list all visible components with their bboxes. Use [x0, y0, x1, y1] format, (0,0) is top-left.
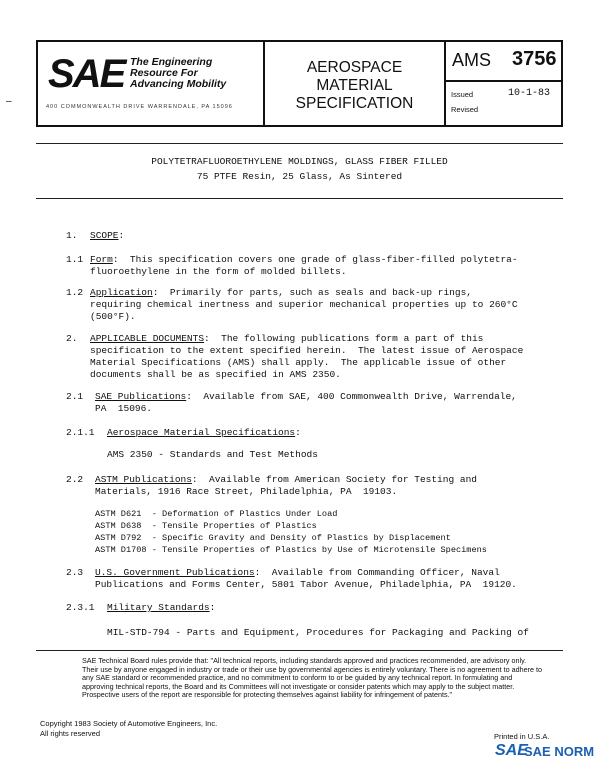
printed-in: Printed in U.S.A. [494, 732, 550, 741]
ams-id-box [446, 42, 561, 82]
section-number: 2. [66, 333, 78, 344]
footer-rule [36, 650, 563, 651]
revised-label: Revised [451, 105, 479, 114]
tagline-line: Resource For [130, 67, 198, 79]
reference-item: AMS 2350 - Standards and Test Methods [107, 449, 318, 460]
section-title: Military Standards [107, 602, 210, 613]
paragraph-text: : Available from SAE, 400 Commonwealth Drive, Warrendale, [186, 391, 517, 402]
reference-item: ASTM D638 - Tensile Properties of Plastics [95, 521, 317, 531]
colon: : [209, 602, 216, 613]
paragraph-line: fluoroethylene in the form of molded billets. [90, 266, 347, 277]
section-title: U.S. Government Publications [95, 567, 255, 578]
paragraph-text: : Available from Commanding Officer, Naval [254, 567, 500, 578]
colon: : [118, 230, 125, 241]
paragraph [107, 602, 215, 615]
sae-logo: SAE [48, 52, 125, 96]
paragraph-line: documents shall be as specified in AMS 2350. [90, 369, 341, 380]
paragraph-line: Materials, 1916 Race Street, Philadelphia, PA 19103. [95, 486, 398, 497]
document-title-box [36, 143, 563, 199]
section-number: 2.3.1 [66, 602, 95, 613]
spec-type-line: SPECIFICATION [295, 95, 414, 112]
watermark-text: SAE NORM [524, 744, 595, 759]
section-number: 2.1.1 [66, 427, 95, 438]
section-heading [90, 230, 124, 243]
paragraph-line: (500°F). [90, 311, 136, 322]
paragraph [95, 567, 500, 580]
paragraph [107, 427, 301, 440]
paragraph [90, 254, 518, 267]
issued-date: 10-1-83 [508, 88, 551, 99]
section-title: SAE Publications [95, 391, 187, 402]
ams-number: 3756 [512, 48, 557, 70]
paragraph-text: : The following publications form a part of this [204, 333, 484, 344]
spec-type-line: MATERIAL [316, 77, 393, 94]
section-number: 2.3 [66, 567, 84, 578]
section-title: Form [90, 254, 113, 265]
paragraph [90, 287, 472, 300]
paragraph-line: PA 15096. [95, 403, 153, 414]
paragraph-text: : This specification covers one grade of glass-fiber-filled polytetra- [112, 254, 518, 265]
ams-label: AMS [452, 50, 492, 70]
section-number: 1.2 [66, 287, 84, 298]
copyright-line: Copyright 1983 Society of Automotive Engineers, Inc. [40, 719, 218, 728]
paragraph-text: : Available from American Society for Testing and [191, 474, 477, 485]
reference-item: ASTM D1708 - Tensile Properties of Plastics by Use of Microtensile Specimens [95, 545, 487, 555]
margin-mark: – [6, 96, 12, 107]
watermark-logo: SAE [495, 742, 528, 759]
paragraph-text: : Primarily for parts, such as seals and back-up rings, [152, 287, 472, 298]
logo-cell [38, 42, 265, 125]
section-title: ASTM Publications [95, 474, 192, 485]
section-title: Application [90, 287, 153, 298]
tagline [130, 57, 260, 90]
copyright [40, 719, 217, 739]
document-title: POLYTETRAFLUOROETHYLENE MOLDINGS, GLASS FIBER FILLED [151, 156, 448, 167]
tagline-line: The Engineering [130, 56, 213, 68]
reference-item: ASTM D621 - Deformation of Plastics Under Load [95, 509, 338, 519]
technical-board-notice: SAE Technical Board rules provide that: "All technical reports, including standards approved and practices recommended, are advisory only. Their use by anyone engaged in industry or trade or their use by governmental agencies is entirely voluntary. There is no agreement to adhere to any SAE standard or recommended practice, and no commitment to conform to or be guided by any technical report. In formulating and approving technical reports, the Board and its Committees will not investigate or consider patents which may apply to the subject matter. Prospective users of the report are responsible for protecting themselves against liability for infringement of patents." [82, 656, 542, 699]
section-number: 2.1 [66, 391, 84, 402]
document-subtitle: 75 PTFE Resin, 25 Glass, As Sintered [196, 171, 403, 182]
section-title: Aerospace Material Specifications [107, 427, 296, 438]
section-number: 2.2 [66, 474, 84, 485]
issued-label: Issued [451, 90, 474, 99]
paragraph-line: specification to the extent specified herein. The latest issue of Aerospace [90, 345, 524, 356]
section-number: 1. [66, 230, 78, 241]
rights-line: All rights reserved [40, 729, 101, 738]
section-title: SCOPE [90, 230, 119, 241]
section-number: 1.1 [66, 254, 84, 265]
paragraph-line: Publications and Forms Center, 5801 Tabor Avenue, Philadelphia, PA 19120. [95, 579, 517, 590]
reference-item: ASTM D792 - Specific Gravity and Density of Plastics by Displacement [95, 533, 451, 543]
spec-type-line: AEROSPACE [306, 59, 403, 76]
tagline-line: Advancing Mobility [130, 78, 227, 90]
paragraph-line: Material Specifications (AMS) shall apply. The applicable issue of other [90, 357, 507, 368]
address: 400 COMMONWEALTH DRIVE WARRENDALE, PA 15096 [46, 104, 233, 110]
paragraph [95, 474, 477, 487]
paragraph [90, 333, 483, 346]
colon: : [295, 427, 301, 438]
section-title: APPLICABLE DOCUMENTS [90, 333, 205, 344]
ams-cell [446, 42, 561, 125]
reference-item: MIL-STD-794 - Parts and Equipment, Procedures for Packaging and Packing of [107, 627, 529, 638]
paragraph [95, 391, 517, 404]
spec-header [36, 40, 563, 127]
paragraph-line: requiring chemical inertness and superior mechanical properties up to 260°C [90, 299, 518, 310]
spec-type [265, 42, 446, 125]
